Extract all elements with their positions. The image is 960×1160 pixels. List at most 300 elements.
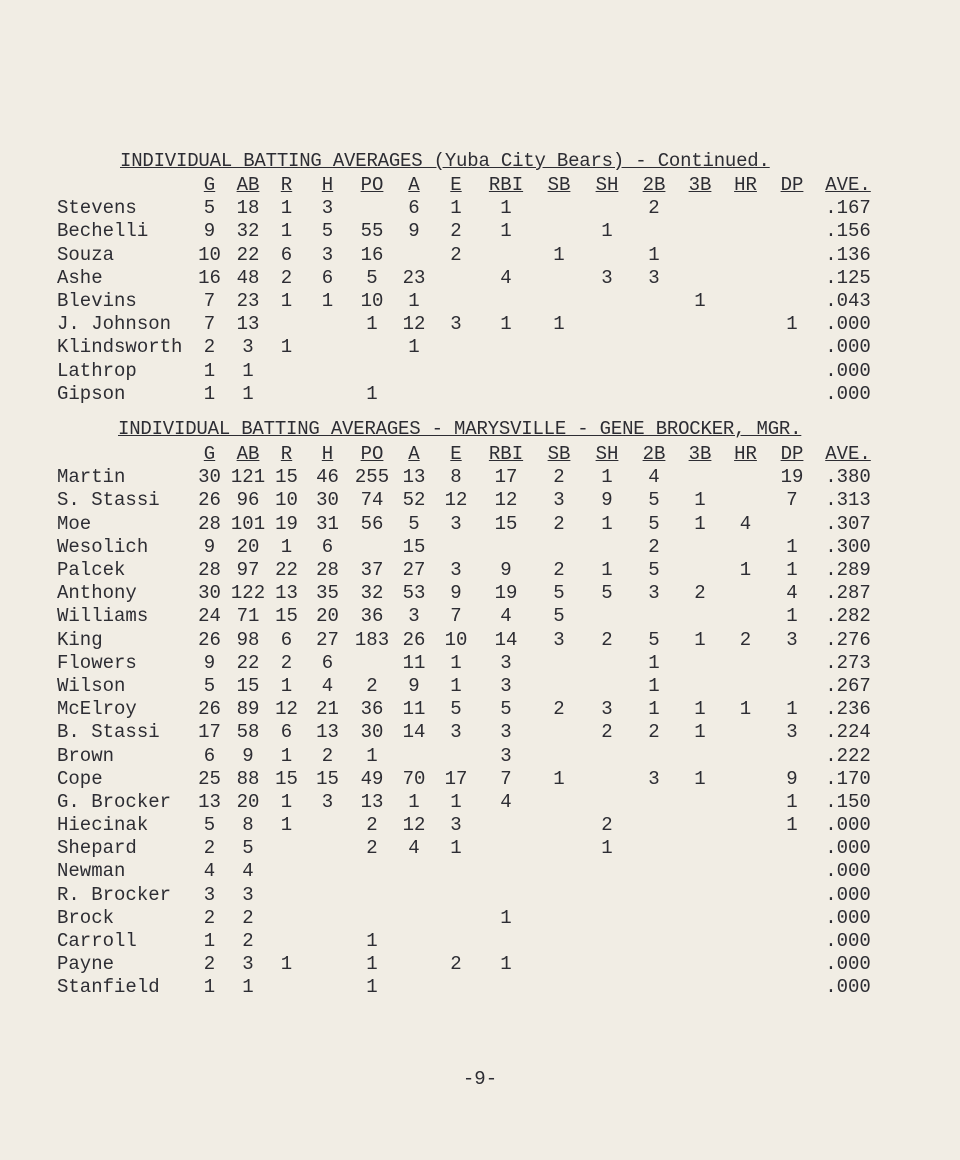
stat-cell: 2 (601, 628, 613, 651)
stat-cell: 5 (553, 605, 565, 628)
stat-cell (768, 336, 816, 359)
stat-cell: 28 (316, 559, 339, 582)
stat-cell: 5 (203, 814, 216, 837)
stat-cell: 13 (275, 582, 298, 605)
stat-cell (477, 536, 535, 559)
batting-average: .273 (825, 651, 871, 674)
player-row (57, 383, 880, 406)
stat-cell: 1 (739, 698, 752, 721)
player-row (57, 582, 880, 605)
stat-cell: 27 (316, 628, 339, 651)
header-blank (57, 443, 192, 466)
stat-cell: 7 (786, 489, 798, 512)
stat-cell: 1 (648, 243, 660, 266)
stat-cell (535, 360, 583, 383)
stat-cell: 1 (648, 698, 660, 721)
stat-cell (768, 197, 816, 220)
stat-cell: 1 (280, 744, 293, 767)
stat-cell: 32 (360, 582, 384, 605)
stat-cell (535, 336, 583, 359)
stat-cell: 23 (236, 290, 260, 313)
stat-cell (583, 744, 631, 767)
player-name: R. Brocker (57, 883, 172, 906)
column-header: DP (780, 443, 804, 466)
stat-cell: 17 (444, 767, 468, 790)
stat-cell (723, 953, 768, 976)
column-header: E (450, 174, 462, 197)
stat-cell: 3 (500, 721, 512, 744)
stat-cell (304, 953, 351, 976)
column-header: PO (360, 443, 384, 466)
batting-average: .000 (825, 837, 871, 860)
stat-cell: 19 (780, 466, 804, 489)
stat-cell (351, 536, 393, 559)
stat-cell (535, 860, 583, 883)
batting-average: .136 (825, 243, 871, 266)
stat-cell (269, 313, 304, 336)
stat-cell (677, 976, 723, 999)
stat-cell (677, 860, 723, 883)
stat-cell: 4 (408, 837, 420, 860)
stat-cell (351, 652, 393, 675)
stat-cell: 3 (500, 744, 512, 767)
marysville-section-title: INDIVIDUAL BATTING AVERAGES - MARYSVILLE - GENE BROCKER, MGR. (118, 418, 802, 440)
player-row (57, 220, 880, 243)
batting-average: .380 (825, 466, 871, 489)
stat-cell: 3 (601, 698, 613, 721)
stat-cell (304, 360, 351, 383)
stat-cell: 2 (648, 197, 660, 220)
stat-cell (583, 860, 631, 883)
stat-cell (723, 860, 768, 883)
stat-cell: 13 (402, 466, 426, 489)
stat-cell: 1 (694, 767, 706, 790)
player-name: Brown (57, 744, 115, 767)
stat-cell (477, 290, 535, 313)
stat-cell: 1 (408, 290, 420, 313)
stat-cell (535, 267, 583, 290)
stat-cell: 15 (236, 674, 260, 697)
stat-cell (269, 837, 304, 860)
stat-cell: 36 (360, 605, 384, 628)
stat-cell: 2 (601, 814, 613, 837)
batting-average: .236 (825, 698, 871, 721)
stat-cell: 2 (321, 744, 334, 767)
stat-cell (535, 930, 583, 953)
stat-cell: 2 (739, 628, 752, 651)
stat-cell (723, 197, 768, 220)
stat-cell (583, 884, 631, 907)
stat-cell (351, 197, 393, 220)
player-row (57, 860, 880, 883)
stat-cell: 5 (203, 674, 216, 697)
batting-average: .282 (825, 605, 871, 628)
stat-cell (723, 884, 768, 907)
stat-cell (583, 290, 631, 313)
header-row (57, 443, 880, 466)
stat-cell: 1 (242, 359, 254, 382)
stat-cell (723, 907, 768, 930)
stat-cell: 3 (450, 559, 462, 582)
player-row (57, 768, 880, 791)
stat-cell (677, 930, 723, 953)
stat-cell: 17 (494, 466, 518, 489)
stat-cell: 1 (280, 535, 293, 558)
stat-cell (435, 930, 477, 953)
stat-cell (677, 559, 723, 582)
stat-cell: 3 (450, 814, 462, 837)
batting-average: .000 (825, 359, 871, 382)
player-row (57, 536, 880, 559)
stat-cell (535, 814, 583, 837)
batting-average: .125 (825, 266, 871, 289)
stat-cell (583, 675, 631, 698)
stat-cell: 28 (198, 559, 221, 582)
stat-cell: 3 (553, 628, 565, 651)
stat-cell: 30 (360, 721, 384, 744)
stat-cell: 22 (236, 243, 260, 266)
stat-cell (393, 860, 435, 883)
player-row (57, 976, 880, 999)
stat-cell (768, 837, 816, 860)
stat-cell: 14 (494, 628, 518, 651)
stat-cell: 89 (236, 698, 260, 721)
stat-cell: 6 (203, 744, 216, 767)
stat-cell (677, 605, 723, 628)
stat-cell (393, 244, 435, 267)
stat-cell: 5 (601, 582, 613, 605)
stat-cell (393, 884, 435, 907)
stat-cell: 48 (236, 266, 260, 289)
player-name: Payne (57, 953, 115, 976)
stat-cell (304, 336, 351, 359)
column-header: H (321, 443, 334, 466)
stat-cell: 13 (360, 790, 384, 813)
stat-cell: 3 (242, 336, 254, 359)
stat-cell: 1 (786, 814, 798, 837)
stat-cell: 36 (360, 698, 384, 721)
player-name: Lathrop (57, 359, 137, 382)
stat-cell: 183 (354, 628, 390, 651)
stat-cell: 20 (316, 605, 339, 628)
stat-cell (677, 360, 723, 383)
stat-cell: 121 (230, 466, 266, 489)
stat-cell (435, 884, 477, 907)
stat-cell (535, 837, 583, 860)
stat-cell (631, 360, 677, 383)
player-row (57, 605, 880, 628)
stat-cell: 18 (236, 197, 260, 220)
player-name: Blevins (57, 290, 137, 313)
stat-cell (723, 466, 768, 489)
column-header: AB (236, 174, 260, 197)
column-header: 3B (688, 174, 712, 197)
stat-cell: 1 (786, 313, 798, 336)
stat-cell: 15 (402, 535, 426, 558)
column-header: 2B (642, 174, 666, 197)
stat-cell (677, 814, 723, 837)
player-name: Palcek (57, 559, 126, 582)
column-header: RBI (488, 174, 524, 197)
player-row (57, 466, 880, 489)
player-row (57, 907, 880, 930)
stat-cell (677, 197, 723, 220)
stat-cell: 2 (280, 266, 293, 289)
stat-cell (723, 244, 768, 267)
stat-cell (583, 336, 631, 359)
stat-cell: 14 (402, 721, 426, 744)
player-name: J. Johnson (57, 313, 172, 336)
stat-cell: 2 (450, 953, 462, 976)
stat-cell (535, 744, 583, 767)
stat-cell (304, 837, 351, 860)
stat-cell (583, 976, 631, 999)
stat-cell (677, 383, 723, 406)
stat-cell: 1 (366, 976, 378, 999)
stat-cell: 9 (408, 220, 420, 243)
stat-cell (677, 336, 723, 359)
stat-cell: 1 (280, 336, 293, 359)
stat-cell: 5 (408, 512, 420, 535)
stat-cell: 5 (321, 220, 334, 243)
stat-cell: 3 (786, 721, 798, 744)
stat-cell: 11 (402, 698, 426, 721)
stat-cell: 2 (366, 674, 378, 697)
stat-cell (435, 744, 477, 767)
stat-cell (393, 953, 435, 976)
batting-average: .170 (825, 767, 871, 790)
stat-cell (723, 837, 768, 860)
column-header: AB (236, 443, 260, 466)
stat-cell: 1 (280, 290, 293, 313)
batting-average: .307 (825, 512, 871, 535)
stat-cell: 7 (203, 313, 216, 336)
stat-cell (768, 267, 816, 290)
stat-cell (535, 536, 583, 559)
stat-cell: 1 (601, 512, 613, 535)
batting-average: .224 (825, 721, 871, 744)
player-row (57, 744, 880, 767)
stat-cell: 1 (786, 698, 798, 721)
stat-cell: 98 (236, 628, 260, 651)
batting-average: .289 (825, 559, 871, 582)
stat-cell: 9 (786, 767, 798, 790)
stat-cell (477, 930, 535, 953)
stat-cell (583, 536, 631, 559)
stat-cell: 9 (408, 674, 420, 697)
batting-average: .000 (825, 906, 871, 929)
stat-cell (535, 197, 583, 220)
stat-cell: 22 (236, 651, 260, 674)
stat-cell (477, 336, 535, 359)
stat-cell: 21 (316, 698, 339, 721)
stat-cell (768, 976, 816, 999)
stat-cell: 10 (360, 290, 384, 313)
stat-cell: 1 (694, 512, 706, 535)
stat-cell: 7 (203, 290, 216, 313)
stat-cell (304, 907, 351, 930)
player-name: Stanfield (57, 976, 160, 999)
stat-cell: 3 (203, 883, 216, 906)
stat-cell: 12 (444, 489, 468, 512)
stat-cell: 1 (366, 382, 378, 405)
stat-cell: 53 (402, 582, 426, 605)
batting-average: .156 (825, 220, 871, 243)
stat-cell (535, 220, 583, 243)
stat-cell (768, 360, 816, 383)
stat-cell (269, 383, 304, 406)
stat-cell: 4 (500, 790, 512, 813)
stat-cell (583, 953, 631, 976)
stat-cell: 6 (321, 266, 334, 289)
stat-cell: 27 (402, 559, 426, 582)
stat-cell (677, 536, 723, 559)
stat-cell: 1 (450, 651, 462, 674)
stat-cell: 30 (198, 466, 221, 489)
stat-cell (269, 930, 304, 953)
player-name: Wilson (57, 674, 126, 697)
stat-cell (677, 675, 723, 698)
stat-cell: 1 (500, 313, 512, 336)
stat-cell: 35 (316, 582, 339, 605)
stat-cell: 1 (739, 559, 752, 582)
stat-cell (631, 605, 677, 628)
stat-cell: 4 (786, 582, 798, 605)
stat-cell: 1 (786, 535, 798, 558)
stat-cell: 8 (242, 814, 254, 837)
stat-cell: 12 (275, 698, 298, 721)
stat-cell: 5 (450, 698, 462, 721)
stat-cell: 4 (203, 860, 216, 883)
stat-cell: 1 (280, 197, 293, 220)
stat-cell: 5 (366, 266, 378, 289)
stat-cell (631, 290, 677, 313)
stat-cell (393, 907, 435, 930)
stat-cell: 15 (316, 767, 339, 790)
column-header: R (280, 443, 293, 466)
stat-cell (631, 907, 677, 930)
stat-cell (477, 976, 535, 999)
stat-cell (677, 267, 723, 290)
stat-cell: 1 (366, 953, 378, 976)
stat-cell (723, 721, 768, 744)
stat-cell: 56 (360, 512, 384, 535)
stat-cell: 49 (360, 767, 384, 790)
stat-cell (723, 313, 768, 336)
stat-cell: 2 (694, 582, 706, 605)
stat-cell: 1 (601, 837, 613, 860)
stat-cell (723, 220, 768, 243)
stat-cell: 1 (786, 790, 798, 813)
stat-cell: 15 (494, 512, 518, 535)
player-name: G. Brocker (57, 790, 172, 813)
batting-average: .276 (825, 628, 871, 651)
batting-average: .287 (825, 582, 871, 605)
stat-cell (723, 930, 768, 953)
stat-cell: 3 (786, 628, 798, 651)
player-row (57, 721, 880, 744)
column-header: SB (547, 174, 571, 197)
stat-cell (723, 976, 768, 999)
column-header: H (321, 174, 334, 197)
stat-cell (535, 907, 583, 930)
column-header: R (280, 174, 293, 197)
stat-cell (768, 860, 816, 883)
stat-cell: 30 (198, 582, 221, 605)
stat-cell (723, 536, 768, 559)
stat-cell: 1 (280, 790, 293, 813)
stat-cell: 26 (198, 628, 221, 651)
stat-cell: 6 (408, 197, 420, 220)
stat-cell: 1 (601, 466, 613, 489)
stat-cell (768, 383, 816, 406)
player-name: S. Stassi (57, 489, 160, 512)
stat-cell: 3 (450, 512, 462, 535)
stat-cell (351, 336, 393, 359)
stat-cell: 55 (360, 220, 384, 243)
stat-cell: 19 (275, 512, 298, 535)
stat-cell: 6 (321, 535, 334, 558)
player-name: McElroy (57, 698, 137, 721)
column-header: AVE. (825, 443, 871, 466)
stat-cell (477, 360, 535, 383)
stat-cell (477, 244, 535, 267)
stat-cell: 2 (280, 651, 293, 674)
stat-cell: 15 (275, 466, 298, 489)
stat-cell: 2 (203, 953, 216, 976)
stat-cell: 31 (316, 512, 339, 535)
player-row (57, 290, 880, 313)
column-header: AVE. (825, 174, 871, 197)
stat-cell (269, 360, 304, 383)
stat-cell (535, 884, 583, 907)
batting-average: .150 (825, 790, 871, 813)
stat-cell: 1 (694, 698, 706, 721)
stat-cell (631, 930, 677, 953)
stat-cell: 1 (203, 976, 216, 999)
stat-cell (269, 907, 304, 930)
stat-cell (583, 383, 631, 406)
stat-cell: 2 (553, 466, 565, 489)
stat-cell: 3 (648, 767, 660, 790)
batting-average: .000 (825, 976, 871, 999)
stat-cell: 3 (500, 651, 512, 674)
stat-cell: 1 (786, 605, 798, 628)
stat-cell: 1 (553, 313, 565, 336)
player-name: Shepard (57, 837, 137, 860)
stat-cell: 2 (203, 906, 216, 929)
stat-cell: 2 (450, 243, 462, 266)
stat-cell: 25 (198, 767, 221, 790)
stat-cell: 3 (500, 674, 512, 697)
stat-cell: 12 (402, 313, 426, 336)
stat-cell: 122 (230, 582, 266, 605)
stat-cell (723, 744, 768, 767)
stat-cell: 2 (648, 721, 660, 744)
batting-average: .000 (825, 930, 871, 953)
stat-cell (351, 884, 393, 907)
stat-cell: 13 (198, 790, 221, 813)
batting-average: .000 (825, 953, 871, 976)
stat-cell: 2 (553, 698, 565, 721)
stat-cell: 19 (494, 582, 518, 605)
player-name: King (57, 628, 103, 651)
stat-cell: 37 (360, 559, 384, 582)
stat-cell (768, 744, 816, 767)
stat-cell: 24 (198, 605, 221, 628)
stat-cell (583, 930, 631, 953)
stat-cell (393, 744, 435, 767)
